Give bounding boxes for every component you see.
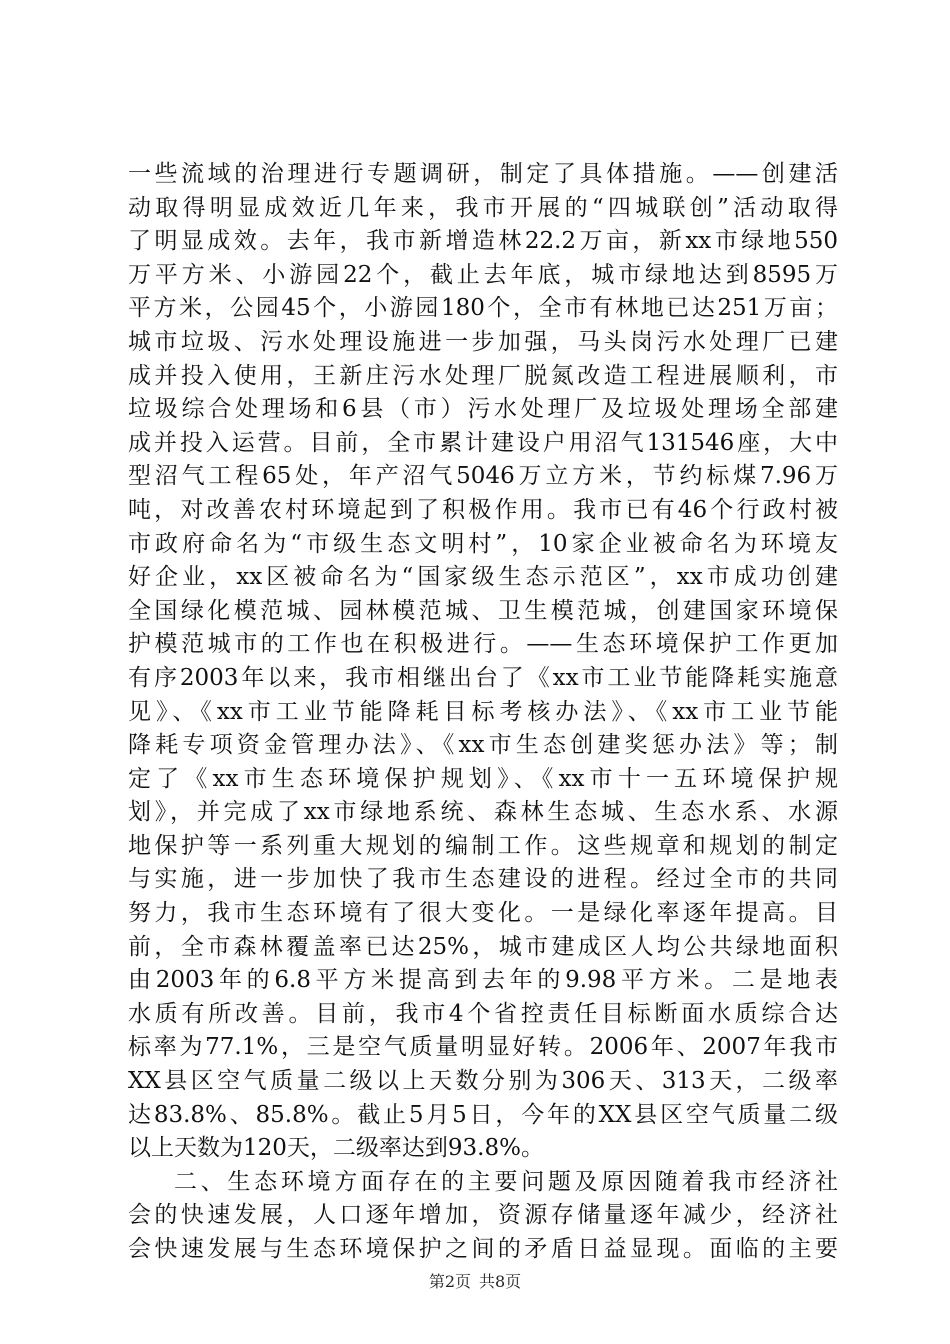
page-footer [0, 1272, 950, 1292]
text-line: 垃圾综合处理场和6县（市）污水处理厂及垃圾处理场全部建 [128, 396, 838, 423]
text-line: 一些流域的治理进行专题调研，制定了具体措施。——创建活 [128, 161, 838, 187]
text-line: 达83.8%、85.8%。截止5月5日，今年的XX县区空气质量二级 [128, 1101, 838, 1128]
text-line: 标率为77.1%，三是空气质量明显好转。2006年、2007年我市 [128, 1034, 838, 1061]
text-line: 成并投入使用，王新庄污水处理厂脱氮改造工程进展顺利，市 [128, 362, 838, 389]
text-line: 万平方米、小游园22个，截止去年底，城市绿地达到8595万 [128, 261, 838, 288]
page-total: 共8页 [479, 1272, 522, 1291]
section-heading-line: 二、生态环境方面存在的主要问题及原因随着我市经济社 [174, 1168, 838, 1195]
text-line: 有序2003年以来，我市相继出台了《xx市工业节能降耗实施意 [128, 664, 838, 691]
paragraph-end-line: 以上天数为120天，二级率达到93.8%。 [128, 1135, 544, 1162]
text-line: 型沼气工程65处，年产沼气5046万立方米，节约标煤7.96万 [128, 463, 838, 490]
text-line: XX县区空气质量二级以上天数分别为306天、313天，二级率 [128, 1068, 838, 1095]
text-line: 努力，我市生态环境有了很大变化。一是绿化率逐年提高。目 [128, 900, 838, 927]
text-line: 市政府命名为“市级生态文明村”，10家企业被命名为环境友 [128, 530, 838, 557]
text-line: 前，全市森林覆盖率已达25%，城市建成区人均公共绿地面积 [128, 933, 838, 960]
text-line: 平方米，公园45个，小游园180个，全市有林地已达251万亩； [128, 295, 838, 322]
text-line: 会快速发展与生态环境保护之间的矛盾日益显现。面临的主要 [128, 1236, 838, 1262]
text-line: 吨，对改善农村环境起到了积极作用。我市已有46个行政村被 [128, 496, 838, 523]
text-line: 会的快速发展，人口逐年增加，资源存储量逐年减少，经济社 [128, 1202, 838, 1229]
text-line: 全国绿化模范城、园林模范城、卫生模范城，创建国家环境保 [128, 597, 838, 624]
text-line: 划》，并完成了xx市绿地系统、森林生态城、生态水系、水源 [128, 799, 838, 826]
text-line: 护模范城市的工作也在积极进行。——生态环境保护工作更加 [128, 631, 838, 658]
page-number: 第2页 [428, 1272, 471, 1291]
text-line: 见》、《xx市工业节能降耗目标考核办法》、《xx市工业节能 [128, 698, 838, 725]
text-line: 水质有所改善。目前，我市4个省控责任目标断面水质综合达 [128, 1000, 838, 1027]
text-line: 动取得明显成效近几年来，我市开展的“四城联创”活动取得 [128, 194, 838, 221]
text-line: 定了《xx市生态环境保护规划》、《xx市十一五环境保护规 [128, 765, 838, 792]
text-line: 降耗专项资金管理办法》、《xx市生态创建奖惩办法》等；制 [128, 732, 838, 759]
body-text [128, 158, 838, 1267]
text-line: 地保护等一系列重大规划的编制工作。这些规章和规划的制定 [128, 832, 838, 859]
text-line: 与实施，进一步加快了我市生态建设的进程。经过全市的共同 [128, 866, 838, 893]
text-line: 了明显成效。去年，我市新增造林22.2万亩，新xx市绿地550 [128, 228, 838, 255]
text-line: 成并投入运营。目前，全市累计建设户用沼气131546座，大中 [128, 429, 838, 456]
text-line: 城市垃圾、污水处理设施进一步加强，马头岗污水处理厂已建 [128, 328, 838, 355]
text-line: 好企业，xx区被命名为“国家级生态示范区”，xx市成功创建 [128, 564, 838, 591]
text-line: 由2003年的6.8平方米提高到去年的9.98平方米。二是地表 [128, 967, 838, 994]
